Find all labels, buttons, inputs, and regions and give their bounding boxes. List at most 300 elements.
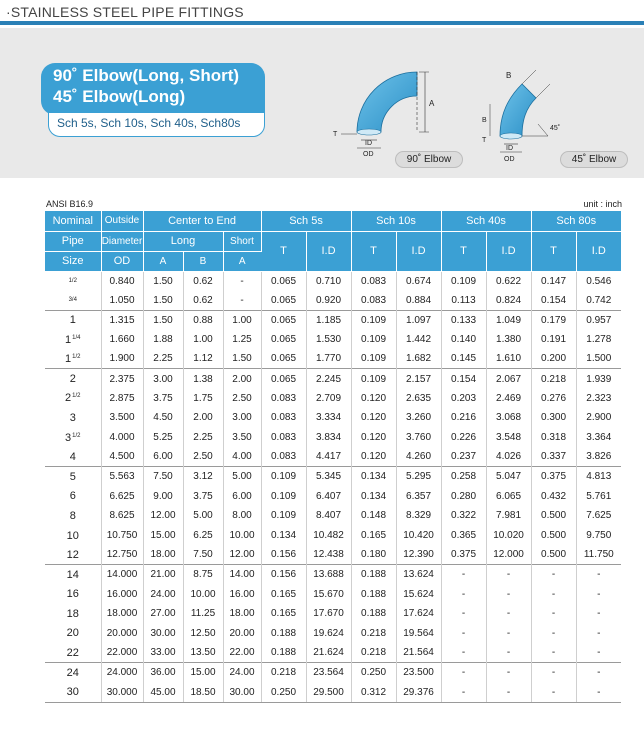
cell-b: 15.00 [183, 663, 223, 683]
cell-id10: 29.376 [396, 682, 441, 702]
cell-t80: - [531, 604, 576, 624]
cell-b: 1.38 [183, 369, 223, 389]
cell-id10: 23.500 [396, 663, 441, 683]
cell-t80: 0.500 [531, 526, 576, 546]
cell-od: 1.315 [101, 310, 143, 330]
cell-t40: - [441, 624, 486, 644]
cell-t10: 0.134 [351, 487, 396, 507]
cell-id10: 1.097 [396, 310, 441, 330]
nominal-size-value: 2 [69, 373, 76, 386]
header-short: Short [223, 231, 261, 251]
cell-id40: - [486, 663, 531, 683]
header-rule [0, 21, 644, 25]
cell-b: 18.50 [183, 682, 223, 702]
cell-a2: 20.00 [223, 624, 261, 644]
cell-a: 21.00 [143, 565, 183, 585]
cell-t40: 0.375 [441, 545, 486, 565]
nominal-size-cell [45, 271, 101, 291]
cell-t10: 0.188 [351, 604, 396, 624]
cell-id10: 3.760 [396, 428, 441, 448]
product-banner [0, 28, 644, 178]
header-long-a: A [143, 251, 183, 271]
nominal-size-cell [45, 643, 101, 663]
cell-t80: 0.218 [531, 369, 576, 389]
cell-a: 30.00 [143, 624, 183, 644]
cell-t10: 0.109 [351, 310, 396, 330]
cell-t10: 0.250 [351, 663, 396, 683]
cell-t10: 0.109 [351, 330, 396, 350]
cell-t5: 0.134 [261, 526, 306, 546]
cell-id5: 17.670 [306, 604, 351, 624]
nominal-size-cell [45, 526, 101, 546]
cell-t80: 0.500 [531, 506, 576, 526]
cell-a: 3.75 [143, 389, 183, 409]
header-outside-2: Diameter [101, 231, 143, 251]
cell-id40: 1.049 [486, 310, 531, 330]
dim-id45-label: ID [506, 145, 513, 152]
cell-od: 6.625 [101, 487, 143, 507]
table-row [45, 428, 621, 448]
cell-id40: - [486, 624, 531, 644]
cell-id5: 1.185 [306, 310, 351, 330]
cell-od: 4.500 [101, 447, 143, 467]
table-row [45, 565, 621, 585]
cell-a2: 8.00 [223, 506, 261, 526]
table-row [45, 389, 621, 409]
cell-t10: 0.188 [351, 565, 396, 585]
nominal-size-value: 30 [66, 686, 79, 699]
cell-id5: 0.710 [306, 271, 351, 291]
nominal-size-cell [45, 604, 101, 624]
cell-t40: 0.322 [441, 506, 486, 526]
cell-t10: 0.120 [351, 389, 396, 409]
cell-t5: 0.218 [261, 663, 306, 683]
cell-a: 3.00 [143, 369, 183, 389]
cell-t80: 0.179 [531, 310, 576, 330]
cell-id40: - [486, 604, 531, 624]
cell-a: 24.00 [143, 585, 183, 605]
cell-t80: - [531, 585, 576, 605]
table-row [45, 447, 621, 467]
header-t-5s: T [261, 231, 306, 271]
cell-id80: - [576, 663, 621, 683]
nominal-size-value: 1 [65, 352, 72, 365]
tag-90-elbow: 90˚ Elbow [395, 151, 463, 168]
cell-b: 2.50 [183, 447, 223, 467]
cell-a: 15.00 [143, 526, 183, 546]
nominal-size-cell [45, 585, 101, 605]
cell-t40: - [441, 604, 486, 624]
cell-t80: 0.500 [531, 545, 576, 565]
cell-id5: 1.770 [306, 349, 351, 369]
header-long: Long [143, 231, 223, 251]
cell-id80: - [597, 588, 601, 600]
cell-t5: 0.065 [261, 349, 306, 369]
header-sch-40s: Sch 40s [441, 211, 531, 231]
cell-a: 2.25 [143, 349, 183, 369]
nominal-size-cell [45, 624, 101, 644]
cell-t80: - [531, 682, 576, 702]
cell-a: 5.25 [143, 428, 183, 448]
cell-a2: 1.25 [223, 330, 261, 350]
cell-t80: 0.432 [531, 487, 576, 507]
cell-a: 4.50 [143, 408, 183, 428]
cell-id40: 0.824 [486, 291, 531, 311]
cell-t5: 0.065 [261, 369, 306, 389]
cell-id10: 12.390 [396, 545, 441, 565]
cell-a2: 30.00 [223, 682, 261, 702]
cell-t40: 0.140 [441, 330, 486, 350]
cell-id80: - [597, 627, 601, 639]
cell-a: 7.50 [143, 467, 183, 487]
cell-id10: 6.357 [396, 487, 441, 507]
cell-t5: 0.165 [261, 585, 306, 605]
cell-a: 1.50 [143, 271, 183, 291]
cell-t5: 0.156 [261, 565, 306, 585]
cell-t10: 0.120 [351, 408, 396, 428]
cell-b: 8.75 [183, 565, 223, 585]
cell-id40: 1.380 [486, 330, 531, 350]
tag-45-elbow: 45˚ Elbow [560, 151, 628, 168]
cell-a2: 2.50 [223, 389, 261, 409]
cell-id10: 5.295 [396, 467, 441, 487]
cell-a: 1.50 [143, 310, 183, 330]
cell-a2: 22.00 [223, 643, 261, 663]
cell-a: 27.00 [143, 604, 183, 624]
cell-t40: 0.365 [441, 526, 486, 546]
nominal-size-cell [45, 369, 101, 389]
cell-id80: - [576, 565, 621, 585]
header-sch-5s: Sch 5s [261, 211, 351, 231]
cell-od: 2.875 [101, 389, 143, 409]
nominal-size-cell [45, 330, 101, 350]
cell-t5: 0.109 [261, 467, 306, 487]
nominal-size-cell [45, 487, 101, 507]
cell-id80: - [576, 682, 621, 702]
nominal-size-value: 1 [69, 314, 76, 327]
cell-a: 12.00 [143, 506, 183, 526]
nominal-size-value: 10 [66, 529, 79, 542]
table-row [45, 330, 621, 350]
cell-t5: 0.083 [261, 408, 306, 428]
cell-id10: 15.624 [396, 585, 441, 605]
nominal-size-fraction: 1/2 [72, 353, 81, 360]
elbow-90-drawing [315, 38, 445, 163]
header-nominal-2: Pipe [45, 231, 101, 251]
header-t-10s: T [351, 231, 396, 271]
table-row [45, 604, 621, 624]
nominal-size-value: 5 [69, 470, 76, 483]
cell-t10: 0.134 [351, 467, 396, 487]
cell-t5: 0.188 [261, 624, 306, 644]
cell-id40: - [486, 565, 531, 585]
nominal-size-cell [45, 349, 101, 369]
cell-a: 6.00 [143, 447, 183, 467]
cell-b: 12.50 [183, 624, 223, 644]
dim-t-label: T [333, 131, 338, 138]
cell-od: 8.625 [101, 506, 143, 526]
cell-t40: - [441, 565, 486, 585]
header-short-a: A [223, 251, 261, 271]
cell-a: 9.00 [143, 487, 183, 507]
cell-a2: 12.00 [223, 545, 261, 565]
nominal-size-cell [45, 545, 101, 565]
cell-od: 0.840 [101, 271, 143, 291]
nominal-size-cell [45, 408, 101, 428]
cell-a2: 5.00 [223, 467, 261, 487]
cell-id80: 11.750 [583, 549, 614, 561]
cell-id40: 3.548 [486, 428, 531, 448]
cell-t5: 0.188 [261, 643, 306, 663]
cell-od: 4.000 [101, 428, 143, 448]
cell-id5: 10.482 [306, 526, 351, 546]
cell-id5: 15.670 [306, 585, 351, 605]
cell-id40: 1.610 [486, 349, 531, 369]
schedule-list: Sch 5s, Sch 10s, Sch 40s, Sch80s [57, 116, 241, 130]
cell-id5: 2.709 [306, 389, 351, 409]
cell-t5: 0.083 [261, 389, 306, 409]
table-row [45, 349, 621, 369]
cell-id5: 21.624 [306, 643, 351, 663]
cell-id40: 12.000 [486, 545, 531, 565]
cell-a2: 24.00 [223, 663, 261, 683]
cell-id10: 10.420 [396, 526, 441, 546]
cell-t5: 0.165 [261, 604, 306, 624]
cell-id40: - [486, 643, 531, 663]
nominal-size-cell [45, 447, 101, 467]
header-center-to-end: Center to End [143, 211, 261, 231]
cell-t5: 0.065 [261, 330, 306, 350]
header-long-b: B [183, 251, 223, 271]
cell-t10: 0.109 [351, 369, 396, 389]
table-row [45, 545, 621, 565]
page-title: ·STAINLESS STEEL PIPE FITTINGS [6, 4, 244, 20]
cell-id5: 8.407 [306, 506, 351, 526]
table-row [45, 506, 621, 526]
nominal-size-value: 6 [69, 490, 76, 503]
cell-id80: - [597, 647, 601, 659]
cell-a2: 1.50 [223, 349, 261, 369]
cell-od: 12.750 [101, 545, 143, 565]
cell-b: 7.50 [183, 545, 223, 565]
cell-b: 0.88 [183, 310, 223, 330]
cell-b: 1.75 [183, 389, 223, 409]
dim-b-side-label: B [482, 117, 487, 124]
page-header [0, 0, 644, 26]
cell-id10: 21.564 [396, 643, 441, 663]
cell-t5: 0.109 [261, 506, 306, 526]
header-t-80s: T [531, 231, 576, 271]
dim-a-label: A [429, 99, 435, 108]
dim-t45-label: T [482, 137, 487, 144]
cell-od: 10.750 [101, 526, 143, 546]
cell-od: 14.000 [101, 565, 143, 585]
cell-id5: 3.334 [306, 408, 351, 428]
dimension-table [45, 211, 621, 703]
cell-t10: 0.120 [351, 447, 396, 467]
cell-t40: - [441, 682, 486, 702]
nominal-size-value: 12 [66, 548, 79, 561]
cell-id10: 8.329 [396, 506, 441, 526]
cell-t80: 0.300 [531, 408, 576, 428]
nominal-size-cell [45, 291, 101, 311]
cell-id10: 1.682 [396, 349, 441, 369]
cell-od: 1.900 [101, 349, 143, 369]
nominal-size-cell [45, 467, 101, 487]
cell-a: 36.00 [143, 663, 183, 683]
product-title-45: 45˚ Elbow(Long) [53, 87, 186, 106]
cell-b: 3.75 [183, 487, 223, 507]
cell-a: 1.88 [143, 330, 183, 350]
nominal-size-cell [45, 310, 101, 330]
table-row [45, 487, 621, 507]
cell-a2: 18.00 [223, 604, 261, 624]
cell-b: 3.12 [183, 467, 223, 487]
header-nominal-1: Nominal [45, 211, 101, 231]
nominal-size-value: 24 [66, 666, 79, 679]
cell-od: 3.500 [101, 408, 143, 428]
header-t-40s: T [441, 231, 486, 271]
header-sch-10s: Sch 10s [351, 211, 441, 231]
nominal-size-value: 8 [69, 509, 76, 522]
cell-od: 30.000 [101, 682, 143, 702]
cell-id80: 2.323 [586, 392, 612, 404]
cell-t5: 0.250 [261, 682, 306, 702]
cell-t80: 0.191 [531, 330, 576, 350]
cell-b: 1.12 [183, 349, 223, 369]
nominal-size-cell [45, 565, 101, 585]
nominal-size-cell [45, 389, 101, 409]
cell-t5: 0.065 [261, 310, 306, 330]
badge-title-box [41, 63, 265, 115]
cell-t40: 0.145 [441, 349, 486, 369]
nominal-size-value: 3 [69, 411, 76, 424]
cell-t10: 0.218 [351, 624, 396, 644]
cell-id80: 1.278 [586, 334, 612, 346]
cell-a2: 2.00 [223, 369, 261, 389]
cell-id80: 4.813 [576, 467, 621, 487]
cell-t10: 0.148 [351, 506, 396, 526]
cell-t10: 0.218 [351, 643, 396, 663]
cell-t10: 0.165 [351, 526, 396, 546]
cell-t40: 0.216 [441, 408, 486, 428]
table-row [45, 585, 621, 605]
cell-id10: 1.442 [396, 330, 441, 350]
cell-t40: 0.280 [441, 487, 486, 507]
header-id-10s: I.D [396, 231, 441, 271]
cell-id5: 13.688 [306, 565, 351, 585]
cell-t80: 0.276 [531, 389, 576, 409]
cell-b: 2.25 [183, 428, 223, 448]
cell-b: 0.62 [183, 291, 223, 311]
cell-a2: 10.00 [223, 526, 261, 546]
cell-a: 33.00 [143, 643, 183, 663]
header-outside-1: Outside [101, 211, 143, 231]
cell-id10: 0.674 [396, 271, 441, 291]
cell-od: 22.000 [101, 643, 143, 663]
cell-od: 24.000 [101, 663, 143, 683]
cell-od: 16.000 [101, 585, 143, 605]
cell-t80: - [531, 643, 576, 663]
cell-id80: 3.826 [586, 451, 612, 463]
cell-od: 2.375 [101, 369, 143, 389]
cell-id40: - [486, 682, 531, 702]
dim-od-label: OD [363, 151, 374, 158]
nominal-size-value: 14 [66, 568, 79, 581]
cell-t5: 0.109 [261, 487, 306, 507]
cell-id80: 9.750 [586, 530, 612, 542]
cell-a2: 1.00 [223, 310, 261, 330]
cell-id5: 1.530 [306, 330, 351, 350]
cell-t10: 0.312 [351, 682, 396, 702]
table-row [45, 526, 621, 546]
cell-b: 10.00 [183, 585, 223, 605]
cell-id10: 3.260 [396, 408, 441, 428]
cell-id10: 17.624 [396, 604, 441, 624]
cell-id5: 23.564 [306, 663, 351, 683]
dim-od45-label: OD [504, 156, 515, 163]
cell-t40: 0.258 [441, 467, 486, 487]
cell-b: 11.25 [183, 604, 223, 624]
cell-id40: 6.065 [486, 487, 531, 507]
cell-od: 18.000 [101, 604, 143, 624]
cell-t40: 0.109 [441, 271, 486, 291]
cell-t80: - [531, 663, 576, 683]
cell-a2: 3.00 [223, 408, 261, 428]
cell-id80: 7.625 [586, 510, 612, 522]
cell-t10: 0.109 [351, 349, 396, 369]
cell-id10: 19.564 [396, 624, 441, 644]
cell-id10: 2.635 [396, 389, 441, 409]
cell-id5: 29.500 [306, 682, 351, 702]
cell-id5: 3.834 [306, 428, 351, 448]
cell-t40: 0.113 [441, 291, 486, 311]
cell-t80: 0.154 [531, 291, 576, 311]
cell-t10: 0.083 [351, 271, 396, 291]
cell-od: 1.050 [101, 291, 143, 311]
cell-id10: 0.884 [396, 291, 441, 311]
table-row [45, 408, 621, 428]
table-row [45, 310, 621, 330]
cell-id10: 2.157 [396, 369, 441, 389]
product-badge [41, 63, 265, 145]
header-nominal-3: Size [45, 251, 101, 271]
cell-id40: 2.469 [486, 389, 531, 409]
cell-t5: 0.083 [261, 447, 306, 467]
cell-t80: 0.337 [531, 447, 576, 467]
cell-od: 20.000 [101, 624, 143, 644]
nominal-size-value: 2 [65, 392, 72, 405]
standard-label: ANSI B16.9 [46, 199, 94, 209]
product-title-90: 90˚ Elbow(Long, Short) [53, 66, 240, 85]
elbow-45-drawing [478, 64, 578, 164]
table-row [45, 467, 621, 487]
cell-t5: 0.083 [261, 428, 306, 448]
cell-t40: 0.154 [441, 369, 486, 389]
cell-t40: 0.226 [441, 428, 486, 448]
cell-a: 18.00 [143, 545, 183, 565]
table-row [45, 643, 621, 663]
header-outside-3: OD [101, 251, 143, 271]
cell-t40: - [441, 585, 486, 605]
cell-a: 1.50 [143, 291, 183, 311]
nominal-size-value: 20 [66, 627, 79, 640]
cell-t10: 0.120 [351, 428, 396, 448]
header-id-80s: I.D [576, 231, 621, 271]
cell-t80: 0.318 [531, 428, 576, 448]
cell-t40: - [441, 663, 486, 683]
header-id-5s: I.D [306, 231, 351, 271]
